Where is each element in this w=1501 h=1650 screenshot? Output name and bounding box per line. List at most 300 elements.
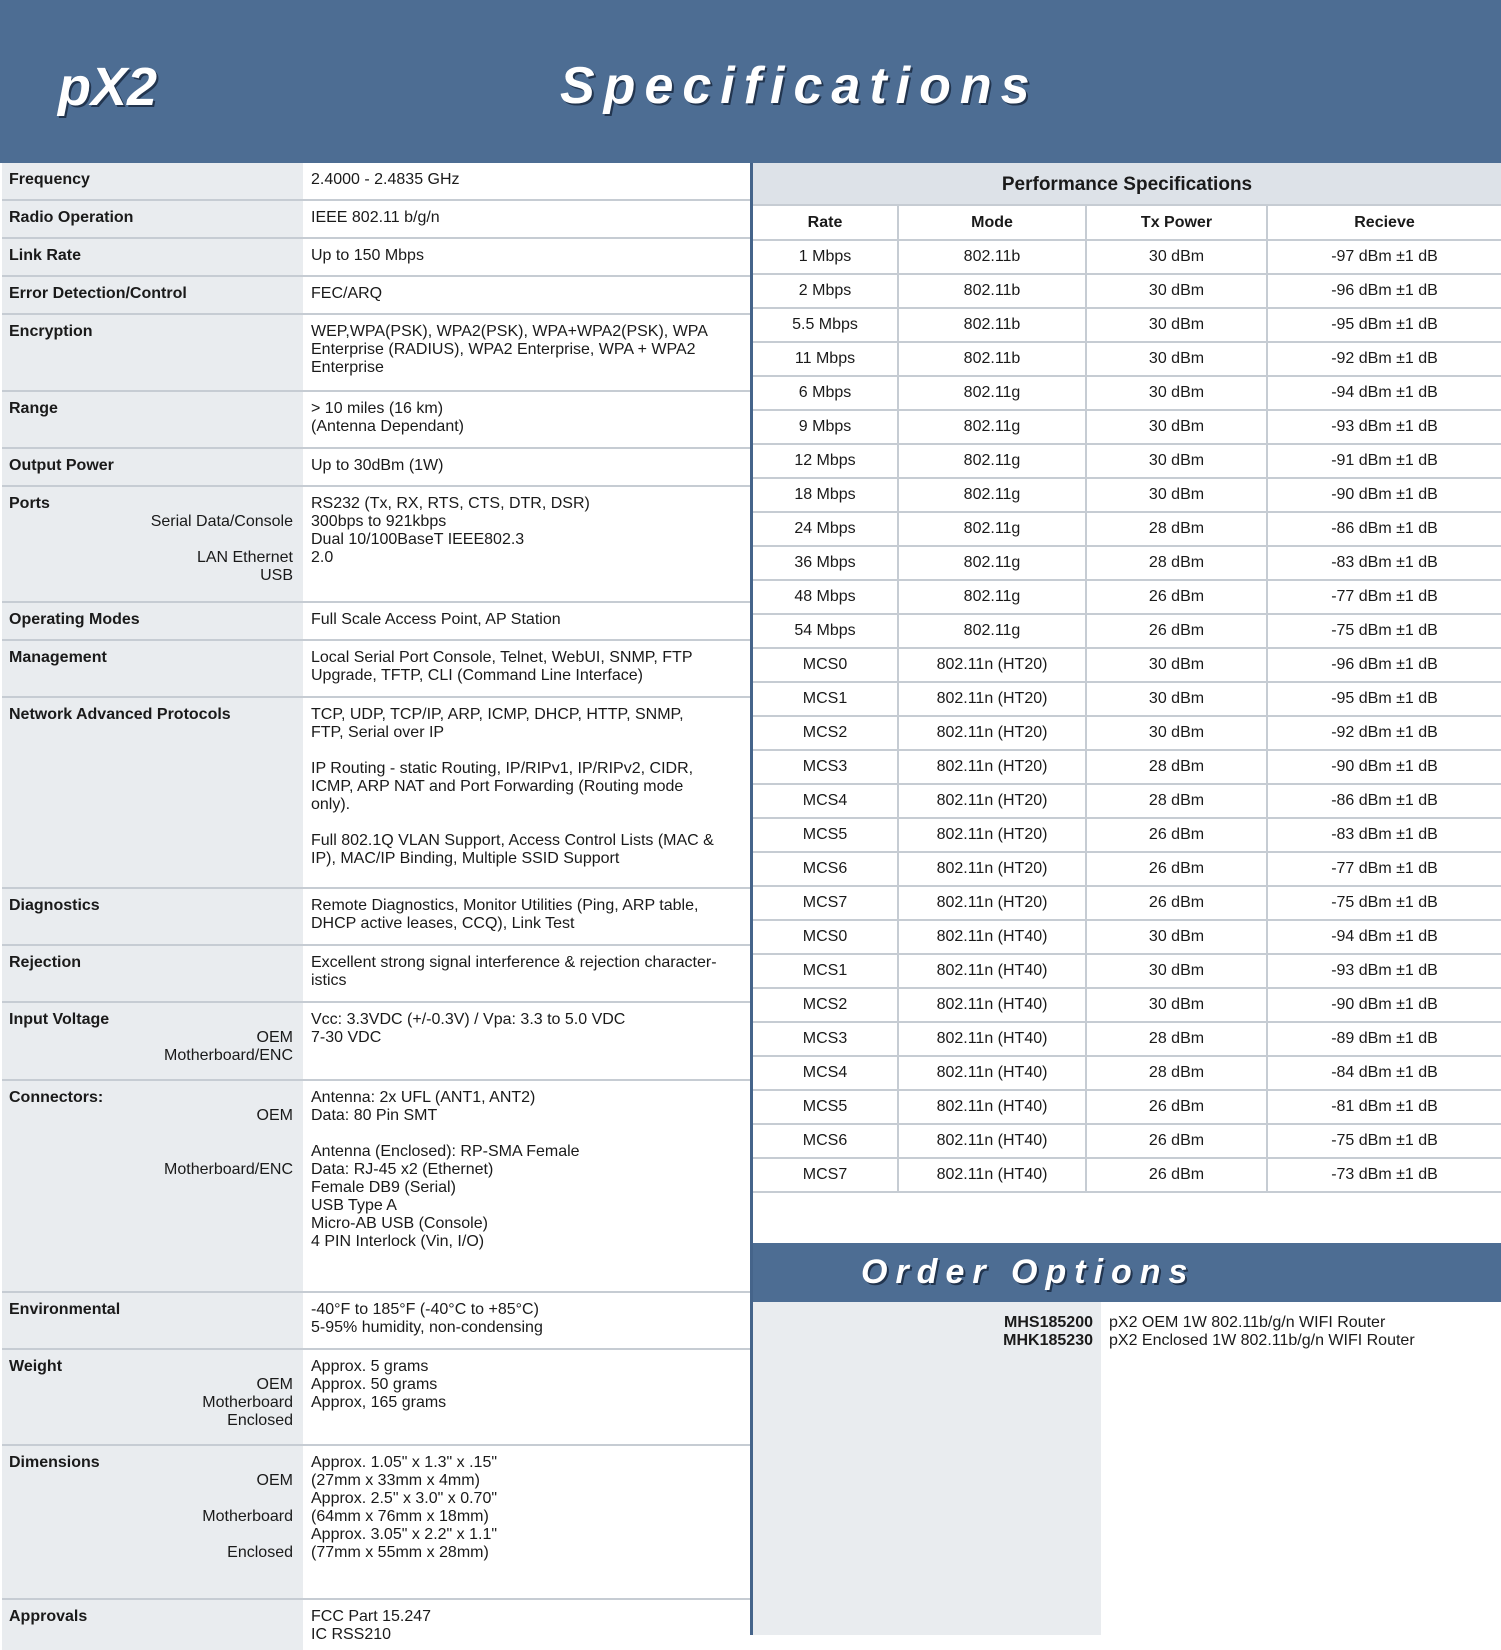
table-row bbox=[753, 376, 1501, 410]
spec-value-line: TCP, UDP, TCP/IP, ARP, ICMP, DHCP, HTTP, SNMP, bbox=[311, 706, 684, 723]
spec-label: Error Detection/Control bbox=[9, 285, 187, 302]
table-row bbox=[753, 410, 1501, 444]
spec-sub-spacer bbox=[9, 1562, 295, 1580]
spec-value-line: IP), MAC/IP Binding, Multiple SSID Support bbox=[311, 850, 620, 867]
spec-sub-spacer bbox=[9, 1125, 295, 1143]
spec-value-line: Excellent strong signal interference & rejection character- bbox=[311, 954, 717, 971]
spec-value-line: (Antenna Dependant) bbox=[311, 418, 464, 435]
rate-cell: MCS2 bbox=[753, 716, 898, 750]
mode-cell: 802.11b bbox=[898, 308, 1086, 342]
spec-label-cell bbox=[2, 946, 303, 1001]
table-row bbox=[753, 512, 1501, 546]
tx-power-cell: 26 dBm bbox=[1086, 1158, 1267, 1192]
spec-row-operating-modes bbox=[2, 603, 750, 641]
rate-cell: MCS3 bbox=[753, 750, 898, 784]
spec-value-line: FCC Part 15.247 bbox=[311, 1608, 432, 1625]
spec-sub-label: Enclosed bbox=[227, 1412, 293, 1429]
spec-value-cell bbox=[303, 163, 750, 199]
receive-cell: -75 dBm ±1 dB bbox=[1267, 1124, 1501, 1158]
rate-cell: 1 Mbps bbox=[753, 240, 898, 274]
spec-value-line: Upgrade, TFTP, CLI (Command Line Interface) bbox=[311, 667, 643, 684]
spec-value-line: Data: RJ-45 x2 (Ethernet) bbox=[311, 1161, 494, 1178]
rate-cell: 11 Mbps bbox=[753, 342, 898, 376]
spec-label-cell bbox=[2, 1350, 303, 1444]
tx-power-cell: 26 dBm bbox=[1086, 818, 1267, 852]
mode-cell: 802.11n (HT40) bbox=[898, 1158, 1086, 1192]
receive-cell: -97 dBm ±1 dB bbox=[1267, 240, 1501, 274]
spec-value-cell bbox=[303, 487, 750, 601]
spec-value-line: (64mm x 76mm x 18mm) bbox=[311, 1508, 489, 1525]
performance-table bbox=[753, 204, 1501, 1193]
spec-sub-label: Motherboard/ENC bbox=[164, 1047, 293, 1064]
tx-power-cell: 26 dBm bbox=[1086, 614, 1267, 648]
spec-label-cell bbox=[2, 239, 303, 275]
spec-label-cell bbox=[2, 1081, 303, 1291]
table-row bbox=[753, 988, 1501, 1022]
receive-cell: -83 dBm ±1 dB bbox=[1267, 818, 1501, 852]
rate-cell: 18 Mbps bbox=[753, 478, 898, 512]
spec-value-line: -40°F to 185°F (-40°C to +85°C) bbox=[311, 1301, 539, 1318]
spec-sub-spacer bbox=[9, 1179, 295, 1197]
table-row bbox=[753, 648, 1501, 682]
spec-row-weight bbox=[2, 1350, 750, 1446]
rate-cell: MCS3 bbox=[753, 1022, 898, 1056]
spec-sub-label: Motherboard bbox=[202, 1394, 293, 1411]
spec-label-cell bbox=[2, 1003, 303, 1079]
mode-cell: 802.11n (HT20) bbox=[898, 886, 1086, 920]
tx-power-cell: 30 dBm bbox=[1086, 410, 1267, 444]
receive-cell: -89 dBm ±1 dB bbox=[1267, 1022, 1501, 1056]
rate-cell: MCS7 bbox=[753, 1158, 898, 1192]
spec-sub-label: USB bbox=[260, 567, 293, 584]
spec-label-cell bbox=[2, 487, 303, 601]
receive-cell: -86 dBm ±1 dB bbox=[1267, 784, 1501, 818]
table-row bbox=[753, 682, 1501, 716]
spec-label-cell bbox=[2, 1446, 303, 1598]
spec-value-line: IC RSS210 bbox=[311, 1626, 392, 1643]
spec-value-line: istics bbox=[311, 972, 347, 989]
rate-cell: 5.5 Mbps bbox=[753, 308, 898, 342]
spec-row-connectors bbox=[2, 1081, 750, 1293]
spec-sub-label: OEM bbox=[256, 1029, 293, 1046]
order-code: MHK185230 bbox=[1003, 1332, 1093, 1349]
spec-value-line: Approx. 1.05" x 1.3" x .15" bbox=[311, 1454, 498, 1471]
table-row bbox=[753, 954, 1501, 988]
spec-value-cell bbox=[303, 1350, 750, 1444]
spec-value-cell bbox=[303, 641, 750, 696]
spec-value-line: 7-30 VDC bbox=[311, 1029, 382, 1046]
spec-value-line: USB Type A bbox=[311, 1197, 397, 1214]
receive-cell: -73 dBm ±1 dB bbox=[1267, 1158, 1501, 1192]
spec-label: Environmental bbox=[9, 1301, 121, 1318]
receive-cell: -77 dBm ±1 dB bbox=[1267, 852, 1501, 886]
rate-cell: MCS5 bbox=[753, 818, 898, 852]
receive-cell: -96 dBm ±1 dB bbox=[1267, 648, 1501, 682]
spec-label: Rejection bbox=[9, 954, 82, 971]
receive-cell: -96 dBm ±1 dB bbox=[1267, 274, 1501, 308]
mode-cell: 802.11n (HT40) bbox=[898, 1124, 1086, 1158]
rate-cell: MCS6 bbox=[753, 1124, 898, 1158]
spec-value-cell bbox=[303, 392, 750, 447]
right-column bbox=[753, 163, 1501, 1635]
spec-row-range bbox=[2, 392, 750, 449]
table-row bbox=[753, 1158, 1501, 1192]
rate-cell: MCS6 bbox=[753, 852, 898, 886]
table-row bbox=[753, 920, 1501, 954]
spec-value-cell bbox=[303, 603, 750, 639]
spec-value-line: Dual 10/100BaseT IEEE802.3 bbox=[311, 531, 525, 548]
spec-value-line: Approx. 50 grams bbox=[311, 1376, 438, 1393]
spec-value-line: FTP, Serial over IP bbox=[311, 724, 445, 741]
table-row bbox=[753, 1124, 1501, 1158]
order-options-band bbox=[753, 1243, 1501, 1302]
receive-cell: -77 dBm ±1 dB bbox=[1267, 580, 1501, 614]
spec-value-cell bbox=[303, 889, 750, 944]
spec-value-gap bbox=[311, 742, 738, 760]
spec-value-cell bbox=[303, 315, 750, 390]
mode-cell: 802.11n (HT20) bbox=[898, 682, 1086, 716]
tx-power-cell: 30 dBm bbox=[1086, 342, 1267, 376]
spec-row-link-rate bbox=[2, 239, 750, 277]
rate-cell: 36 Mbps bbox=[753, 546, 898, 580]
table-row bbox=[753, 444, 1501, 478]
rate-cell: MCS1 bbox=[753, 682, 898, 716]
order-code: MHS185200 bbox=[1004, 1314, 1093, 1331]
spec-value-cell bbox=[303, 449, 750, 485]
spec-value-line: Antenna: 2x UFL (ANT1, ANT2) bbox=[311, 1089, 536, 1106]
spec-row-error-detection bbox=[2, 277, 750, 315]
table-row bbox=[753, 818, 1501, 852]
table-row bbox=[753, 342, 1501, 376]
tx-power-cell: 30 dBm bbox=[1086, 954, 1267, 988]
mode-cell: 802.11n (HT20) bbox=[898, 852, 1086, 886]
order-options-list bbox=[753, 1302, 1501, 1635]
spec-value-line: 5-95% humidity, non-condensing bbox=[311, 1319, 543, 1336]
column-header-rate: Rate bbox=[753, 205, 898, 240]
receive-cell: -91 dBm ±1 dB bbox=[1267, 444, 1501, 478]
spec-sub-spacer bbox=[9, 531, 295, 549]
spec-value-line: Data: 80 Pin SMT bbox=[311, 1107, 438, 1124]
rate-cell: 9 Mbps bbox=[753, 410, 898, 444]
table-row bbox=[753, 614, 1501, 648]
spec-sub-label: Enclosed bbox=[227, 1544, 293, 1561]
spec-sub-spacer bbox=[9, 1215, 295, 1233]
spec-row-rejection bbox=[2, 946, 750, 1003]
spec-value-line: Vcc: 3.3VDC (+/-0.3V) / Vpa: 3.3 to 5.0 VDC bbox=[311, 1011, 626, 1028]
spec-sub-label: Motherboard/ENC bbox=[164, 1161, 293, 1178]
spec-value-line: Approx. 5 grams bbox=[311, 1358, 429, 1375]
spec-value-line: IEEE 802.11 b/g/n bbox=[311, 209, 440, 226]
spec-value-line: RS232 (Tx, RX, RTS, CTS, DTR, DSR) bbox=[311, 495, 590, 512]
receive-cell: -90 dBm ±1 dB bbox=[1267, 988, 1501, 1022]
spec-row-approvals bbox=[2, 1600, 750, 1650]
mode-cell: 802.11n (HT20) bbox=[898, 784, 1086, 818]
spec-label: Link Rate bbox=[9, 247, 82, 264]
spec-sub-label: Serial Data/Console bbox=[150, 513, 293, 530]
table-row bbox=[753, 716, 1501, 750]
rate-cell: 48 Mbps bbox=[753, 580, 898, 614]
mode-cell: 802.11n (HT20) bbox=[898, 648, 1086, 682]
spec-value-line: (27mm x 33mm x 4mm) bbox=[311, 1472, 480, 1489]
spec-value-line: Local Serial Port Console, Telnet, WebUI, SNMP, FTP bbox=[311, 649, 693, 666]
tx-power-cell: 28 dBm bbox=[1086, 1056, 1267, 1090]
table-row bbox=[753, 1022, 1501, 1056]
order-options-title: Order Options bbox=[861, 1253, 1196, 1291]
spec-row-diagnostics bbox=[2, 889, 750, 946]
spec-value-line: WEP,WPA(PSK), WPA2(PSK), WPA+WPA2(PSK), WPA bbox=[311, 323, 708, 340]
spec-value-line: Approx. 2.5" x 3.0" x 0.70" bbox=[311, 1490, 498, 1507]
spec-label: Weight bbox=[9, 1358, 63, 1375]
spec-value-line: FEC/ARQ bbox=[311, 285, 383, 302]
spec-value-cell bbox=[303, 1003, 750, 1079]
receive-cell: -94 dBm ±1 dB bbox=[1267, 376, 1501, 410]
mode-cell: 802.11b bbox=[898, 274, 1086, 308]
spec-value-line: Up to 150 Mbps bbox=[311, 247, 424, 264]
mode-cell: 802.11g bbox=[898, 376, 1086, 410]
table-row bbox=[753, 274, 1501, 308]
spec-value-cell bbox=[303, 1081, 750, 1291]
spec-sub-spacer bbox=[9, 1233, 295, 1251]
mode-cell: 802.11n (HT40) bbox=[898, 954, 1086, 988]
tx-power-cell: 30 dBm bbox=[1086, 716, 1267, 750]
column-header-mode: Mode bbox=[898, 205, 1086, 240]
tx-power-cell: 30 dBm bbox=[1086, 376, 1267, 410]
spec-value-gap bbox=[311, 1125, 738, 1143]
table-row bbox=[753, 1090, 1501, 1124]
order-description: pX2 OEM 1W 802.11b/g/n WIFI Router bbox=[1109, 1314, 1386, 1331]
spec-label-cell bbox=[2, 889, 303, 944]
table-row bbox=[753, 886, 1501, 920]
spec-value-cell bbox=[303, 1293, 750, 1348]
performance-title: Performance Specifications bbox=[753, 163, 1501, 204]
column-header-receive: Recieve bbox=[1267, 205, 1501, 240]
mode-cell: 802.11g bbox=[898, 580, 1086, 614]
spec-label-cell bbox=[2, 1600, 303, 1650]
rate-cell: 54 Mbps bbox=[753, 614, 898, 648]
spec-value-line: > 10 miles (16 km) bbox=[311, 400, 444, 417]
tx-power-cell: 26 dBm bbox=[1086, 1090, 1267, 1124]
header-band bbox=[0, 0, 1501, 163]
tx-power-cell: 28 dBm bbox=[1086, 1022, 1267, 1056]
mode-cell: 802.11n (HT20) bbox=[898, 716, 1086, 750]
spec-row-output-power bbox=[2, 449, 750, 487]
table-row bbox=[753, 308, 1501, 342]
receive-cell: -95 dBm ±1 dB bbox=[1267, 682, 1501, 716]
spec-label: Ports bbox=[9, 495, 50, 512]
table-row bbox=[753, 240, 1501, 274]
spec-sub-spacer bbox=[9, 1197, 295, 1215]
spec-label: Connectors: bbox=[9, 1089, 104, 1106]
spec-label-cell bbox=[2, 201, 303, 237]
spec-label-cell bbox=[2, 641, 303, 696]
spec-row-environmental bbox=[2, 1293, 750, 1350]
mode-cell: 802.11n (HT40) bbox=[898, 1022, 1086, 1056]
spec-value-line: Female DB9 (Serial) bbox=[311, 1179, 456, 1196]
receive-cell: -90 dBm ±1 dB bbox=[1267, 750, 1501, 784]
spec-value-line: Enterprise bbox=[311, 359, 384, 376]
receive-cell: -75 dBm ±1 dB bbox=[1267, 886, 1501, 920]
spec-table bbox=[2, 163, 753, 1643]
spec-label: Network Advanced Protocols bbox=[9, 706, 231, 723]
rate-cell: 24 Mbps bbox=[753, 512, 898, 546]
table-row bbox=[753, 784, 1501, 818]
performance-header-row bbox=[753, 205, 1501, 240]
spec-value-line: IP Routing - static Routing, IP/RIPv1, IP/RIPv2, CIDR, bbox=[311, 760, 694, 777]
spec-label-cell bbox=[2, 449, 303, 485]
receive-cell: -84 dBm ±1 dB bbox=[1267, 1056, 1501, 1090]
spec-value-cell bbox=[303, 1600, 750, 1650]
order-description: pX2 Enclosed 1W 802.11b/g/n WIFI Router bbox=[1109, 1332, 1415, 1349]
spec-value-line: DHCP active leases, CCQ), Link Test bbox=[311, 915, 575, 932]
spec-label: Input Voltage bbox=[9, 1011, 110, 1028]
spec-row-input-voltage bbox=[2, 1003, 750, 1081]
spec-row-management bbox=[2, 641, 750, 698]
receive-cell: -93 dBm ±1 dB bbox=[1267, 954, 1501, 988]
mode-cell: 802.11n (HT40) bbox=[898, 1056, 1086, 1090]
receive-cell: -83 dBm ±1 dB bbox=[1267, 546, 1501, 580]
rate-cell: 2 Mbps bbox=[753, 274, 898, 308]
column-header-tx-power: Tx Power bbox=[1086, 205, 1267, 240]
tx-power-cell: 30 dBm bbox=[1086, 274, 1267, 308]
receive-cell: -90 dBm ±1 dB bbox=[1267, 478, 1501, 512]
spec-row-encryption bbox=[2, 315, 750, 392]
rate-cell: MCS4 bbox=[753, 1056, 898, 1090]
mode-cell: 802.11n (HT20) bbox=[898, 750, 1086, 784]
spec-sub-label: Motherboard bbox=[202, 1508, 293, 1525]
spec-label: Dimensions bbox=[9, 1454, 100, 1471]
rate-cell: MCS1 bbox=[753, 954, 898, 988]
spec-label: Encryption bbox=[9, 323, 93, 340]
mode-cell: 802.11b bbox=[898, 342, 1086, 376]
spec-label-cell bbox=[2, 603, 303, 639]
tx-power-cell: 28 dBm bbox=[1086, 512, 1267, 546]
tx-power-cell: 28 dBm bbox=[1086, 546, 1267, 580]
rate-cell: 12 Mbps bbox=[753, 444, 898, 478]
spec-sub-spacer bbox=[9, 1143, 295, 1161]
order-codes-column bbox=[753, 1302, 1101, 1635]
spec-value-line: 2.0 bbox=[311, 549, 334, 566]
receive-cell: -75 dBm ±1 dB bbox=[1267, 614, 1501, 648]
spec-value-cell bbox=[303, 201, 750, 237]
product-model: pX2 bbox=[58, 57, 158, 117]
mode-cell: 802.11b bbox=[898, 240, 1086, 274]
tx-power-cell: 30 dBm bbox=[1086, 240, 1267, 274]
spec-label: Approvals bbox=[9, 1608, 88, 1625]
spec-sub-spacer bbox=[9, 1251, 295, 1269]
spec-value-line: Up to 30dBm (1W) bbox=[311, 457, 444, 474]
spec-value-line: 4 PIN Interlock (Vin, I/O) bbox=[311, 1233, 485, 1250]
receive-cell: -92 dBm ±1 dB bbox=[1267, 342, 1501, 376]
tx-power-cell: 30 dBm bbox=[1086, 988, 1267, 1022]
receive-cell: -95 dBm ±1 dB bbox=[1267, 308, 1501, 342]
spec-value-line: Approx, 165 grams bbox=[311, 1394, 447, 1411]
spec-row-frequency bbox=[2, 163, 750, 201]
spec-label: Frequency bbox=[9, 171, 90, 188]
tx-power-cell: 30 dBm bbox=[1086, 444, 1267, 478]
spec-row-ports bbox=[2, 487, 750, 603]
tx-power-cell: 26 dBm bbox=[1086, 886, 1267, 920]
tx-power-cell: 26 dBm bbox=[1086, 852, 1267, 886]
spec-value-line: Approx. 3.05" x 2.2" x 1.1" bbox=[311, 1526, 498, 1543]
tx-power-cell: 28 dBm bbox=[1086, 750, 1267, 784]
receive-cell: -92 dBm ±1 dB bbox=[1267, 716, 1501, 750]
table-row bbox=[753, 1056, 1501, 1090]
spec-value-line: only). bbox=[311, 796, 351, 813]
spec-value-line: (77mm x 55mm x 28mm) bbox=[311, 1544, 489, 1561]
tx-power-cell: 30 dBm bbox=[1086, 682, 1267, 716]
rate-cell: MCS7 bbox=[753, 886, 898, 920]
mode-cell: 802.11n (HT40) bbox=[898, 920, 1086, 954]
spec-row-dimensions bbox=[2, 1446, 750, 1600]
table-row bbox=[753, 580, 1501, 614]
spec-sub-label: OEM bbox=[256, 1472, 293, 1489]
spec-label-cell bbox=[2, 392, 303, 447]
order-descriptions-column bbox=[1101, 1302, 1501, 1635]
rate-cell: MCS0 bbox=[753, 648, 898, 682]
tx-power-cell: 26 dBm bbox=[1086, 1124, 1267, 1158]
spec-label-cell bbox=[2, 277, 303, 313]
receive-cell: -81 dBm ±1 dB bbox=[1267, 1090, 1501, 1124]
spec-row-radio-operation bbox=[2, 201, 750, 239]
spec-value-line: ICMP, ARP NAT and Port Forwarding (Routing mode bbox=[311, 778, 684, 795]
mode-cell: 802.11g bbox=[898, 614, 1086, 648]
spec-sub-label: OEM bbox=[256, 1376, 293, 1393]
spec-sub-label: OEM bbox=[256, 1107, 293, 1124]
table-row bbox=[753, 852, 1501, 886]
spec-value-gap bbox=[311, 814, 738, 832]
receive-cell: -94 dBm ±1 dB bbox=[1267, 920, 1501, 954]
mode-cell: 802.11g bbox=[898, 410, 1086, 444]
spec-sub-spacer bbox=[9, 1526, 295, 1544]
mode-cell: 802.11n (HT40) bbox=[898, 1090, 1086, 1124]
spec-label-cell bbox=[2, 163, 303, 199]
tx-power-cell: 26 dBm bbox=[1086, 580, 1267, 614]
spec-label: Management bbox=[9, 649, 107, 666]
spec-value-cell bbox=[303, 946, 750, 1001]
spec-value-cell bbox=[303, 698, 750, 887]
tx-power-cell: 30 dBm bbox=[1086, 920, 1267, 954]
spec-value-cell bbox=[303, 239, 750, 275]
rate-cell: MCS0 bbox=[753, 920, 898, 954]
rate-cell: 6 Mbps bbox=[753, 376, 898, 410]
mode-cell: 802.11g bbox=[898, 478, 1086, 512]
spec-value-line: 2.4000 - 2.4835 GHz bbox=[311, 171, 460, 188]
spec-value-line: 300bps to 921kbps bbox=[311, 513, 447, 530]
mode-cell: 802.11g bbox=[898, 512, 1086, 546]
spec-value-line: Antenna (Enclosed): RP-SMA Female bbox=[311, 1143, 580, 1160]
tx-power-cell: 30 dBm bbox=[1086, 478, 1267, 512]
spec-value-line: Remote Diagnostics, Monitor Utilities (Ping, ARP table, bbox=[311, 897, 699, 914]
mode-cell: 802.11n (HT20) bbox=[898, 818, 1086, 852]
spec-label-cell bbox=[2, 315, 303, 390]
spec-value-line: Full 802.1Q VLAN Support, Access Control Lists (MAC & bbox=[311, 832, 714, 849]
spec-value-line: Full Scale Access Point, AP Station bbox=[311, 611, 561, 628]
spec-label-cell bbox=[2, 1293, 303, 1348]
spec-value-line: Micro-AB USB (Console) bbox=[311, 1215, 488, 1232]
spec-label: Radio Operation bbox=[9, 209, 134, 226]
spec-sub-spacer bbox=[9, 1490, 295, 1508]
spec-value-cell bbox=[303, 1446, 750, 1598]
mode-cell: 802.11n (HT40) bbox=[898, 988, 1086, 1022]
table-row bbox=[753, 750, 1501, 784]
spec-label: Diagnostics bbox=[9, 897, 100, 914]
table-row bbox=[753, 478, 1501, 512]
tx-power-cell: 28 dBm bbox=[1086, 784, 1267, 818]
spec-sub-label: LAN Ethernet bbox=[196, 549, 293, 566]
rate-cell: MCS5 bbox=[753, 1090, 898, 1124]
performance-body bbox=[753, 240, 1501, 1192]
spec-row-network-protocols bbox=[2, 698, 750, 889]
